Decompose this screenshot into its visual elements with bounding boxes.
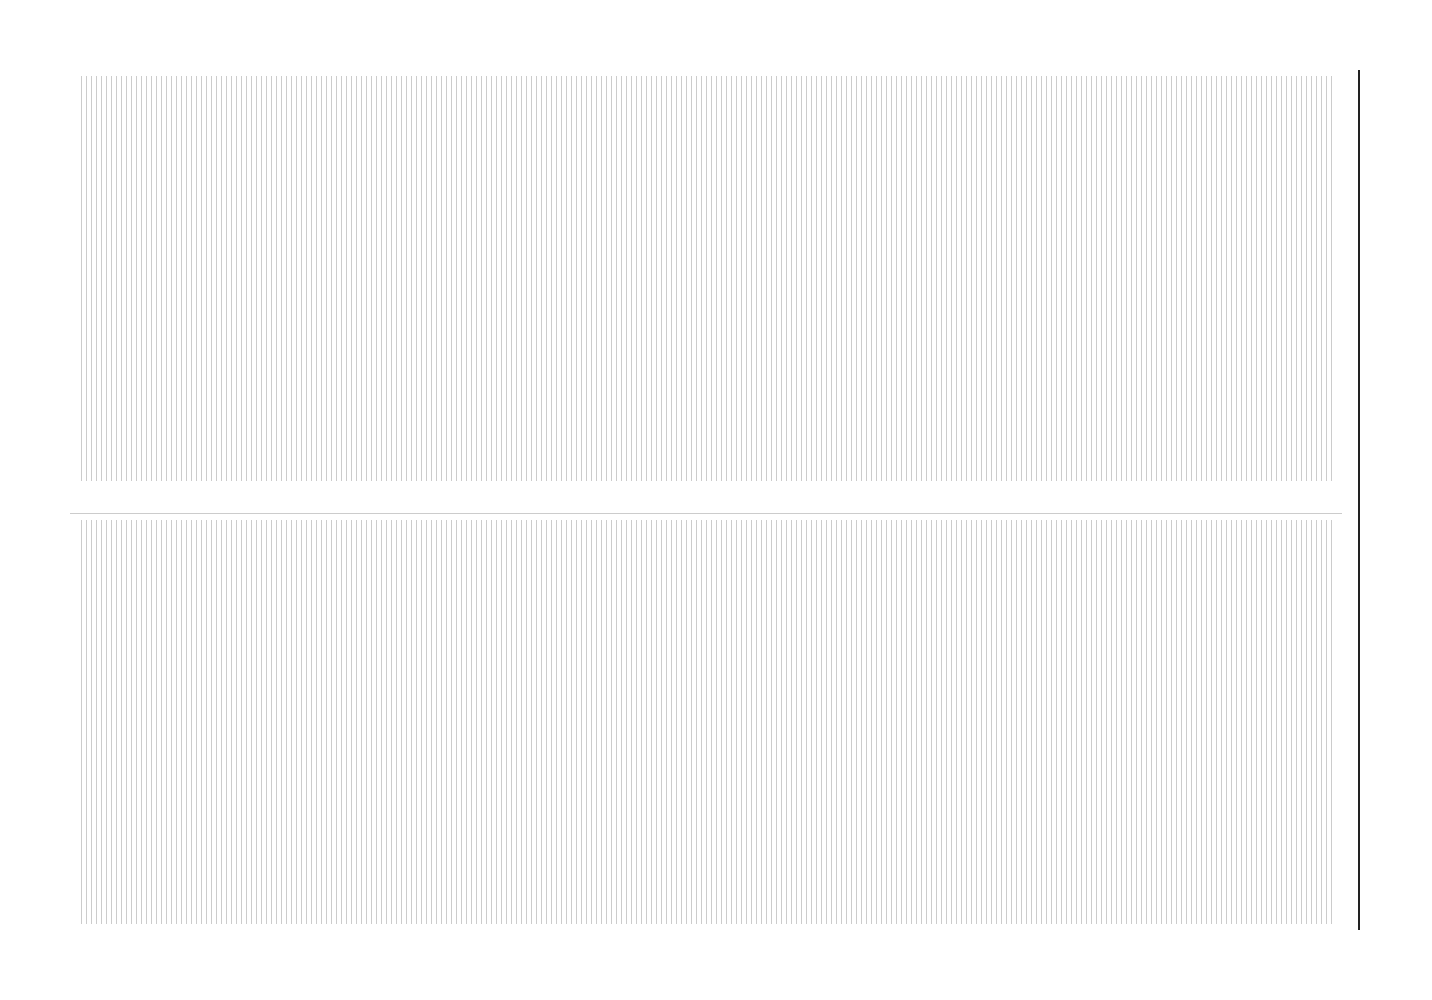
two-column-body [70,70,1342,930]
left-column [70,70,1342,487]
right-column-print-texture [80,520,1332,924]
left-column-print-texture [80,76,1332,481]
document-header [1358,70,1400,930]
right-column [70,513,1342,930]
